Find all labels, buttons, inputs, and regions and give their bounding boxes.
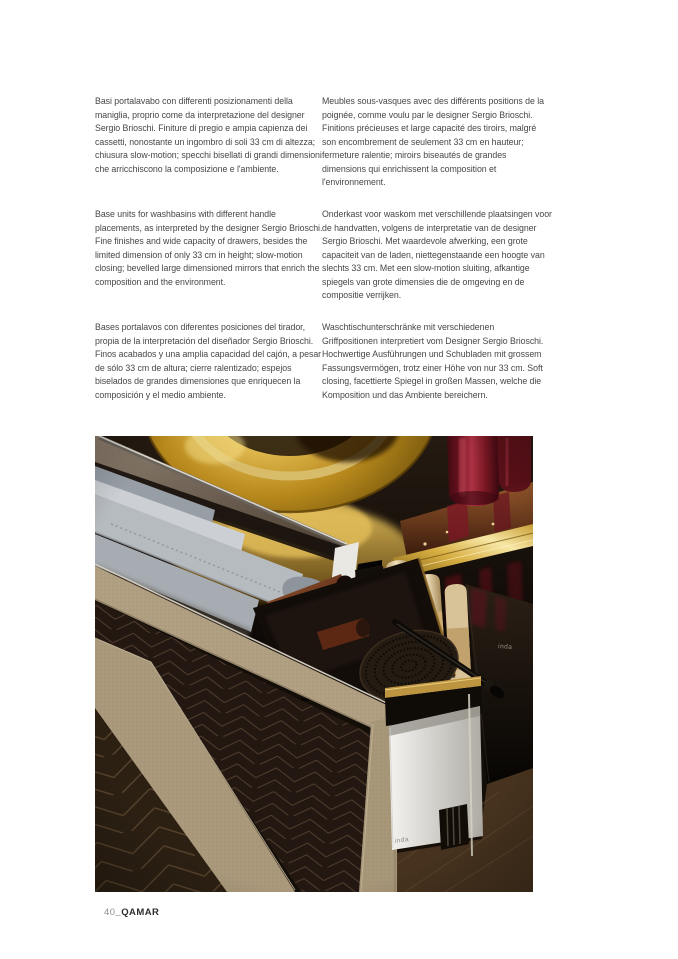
footer-separator: _ — [115, 907, 122, 918]
page-footer — [104, 907, 159, 918]
paragraph-english: Base units for washbasins with different handle placements, as interpreted by the designer Sergio Brioschi. Fine finishes and wide capacity of drawers, besides the limited dimension of only 33 cm in height; slow-motion closing; bevelled large dimensioned mirrors that enrich the composition and the environment. — [95, 209, 323, 287]
product-photo — [95, 436, 533, 892]
page-number: 40 — [104, 907, 116, 918]
paragraph-spanish: Bases portalavos con diferentes posiciones del tirador, propia de la interpretación del diseñador Sergio Brioschi. Finos acabados y una amplia capacidad del cajón, a pesar de sólo 33 cm de altura; cierre ralentizado; espejos biselados de grandes dimensiones que enriquecen la composición y el medio ambiente. — [95, 322, 322, 400]
model-name: QAMAR — [121, 907, 160, 918]
photo-vignette — [95, 436, 533, 892]
paragraph-dutch: Onderkast voor waskom met verschillende plaatsingen voor de handvatten, volgens de interpretatie van de designer Sergio Brioschi. Met waardevole afwerking, een grote capaciteit van de laden, niettegenstaande een hoogte van slechts 33 cm. Met een slow-motion sluiting, afkantige spiegels van grote dimensies die de omgeving en de compositie verrijken. — [322, 209, 552, 300]
product-photo-illustration — [95, 436, 533, 892]
paragraph-italian: Basi portalavabo con differenti posizionamenti della maniglia, proprio come da interpretazione del designer Sergio Brioschi. Finiture di pregio e ampia capienza dei cassetti, nonostante un ingombro di soli 33 cm di altezza; chiusura slow-motion; specchi bisellati di grandi dimensioni che arricchiscono la composizione e l'ambiente. — [95, 96, 322, 174]
paragraph-german: Waschtischunterschränke mit verschiedenen Griffpositionen interpretiert vom Designer Sergio Brioschi. Hochwertige Ausführungen und Schubladen mit grossem Fassungsvermögen, trotz einer Höhe von nur 33 cm. Soft closing, facettierte Spiegel in großen Massen, welche die Komposition und das Ambiente bereichern. — [322, 322, 544, 400]
paragraph-french: Meubles sous-vasques avec des différents positions de la poignée, comme voulu par le designer Sergio Brioschi. Finitions précieuses et large capacité des tiroirs, malgré son encombrement de seulement 33 cm en hauteur; fermeture ralentie; miroirs biseautés de grandes dimensions qui enrichissent la composition et l'environnement. — [322, 96, 544, 187]
